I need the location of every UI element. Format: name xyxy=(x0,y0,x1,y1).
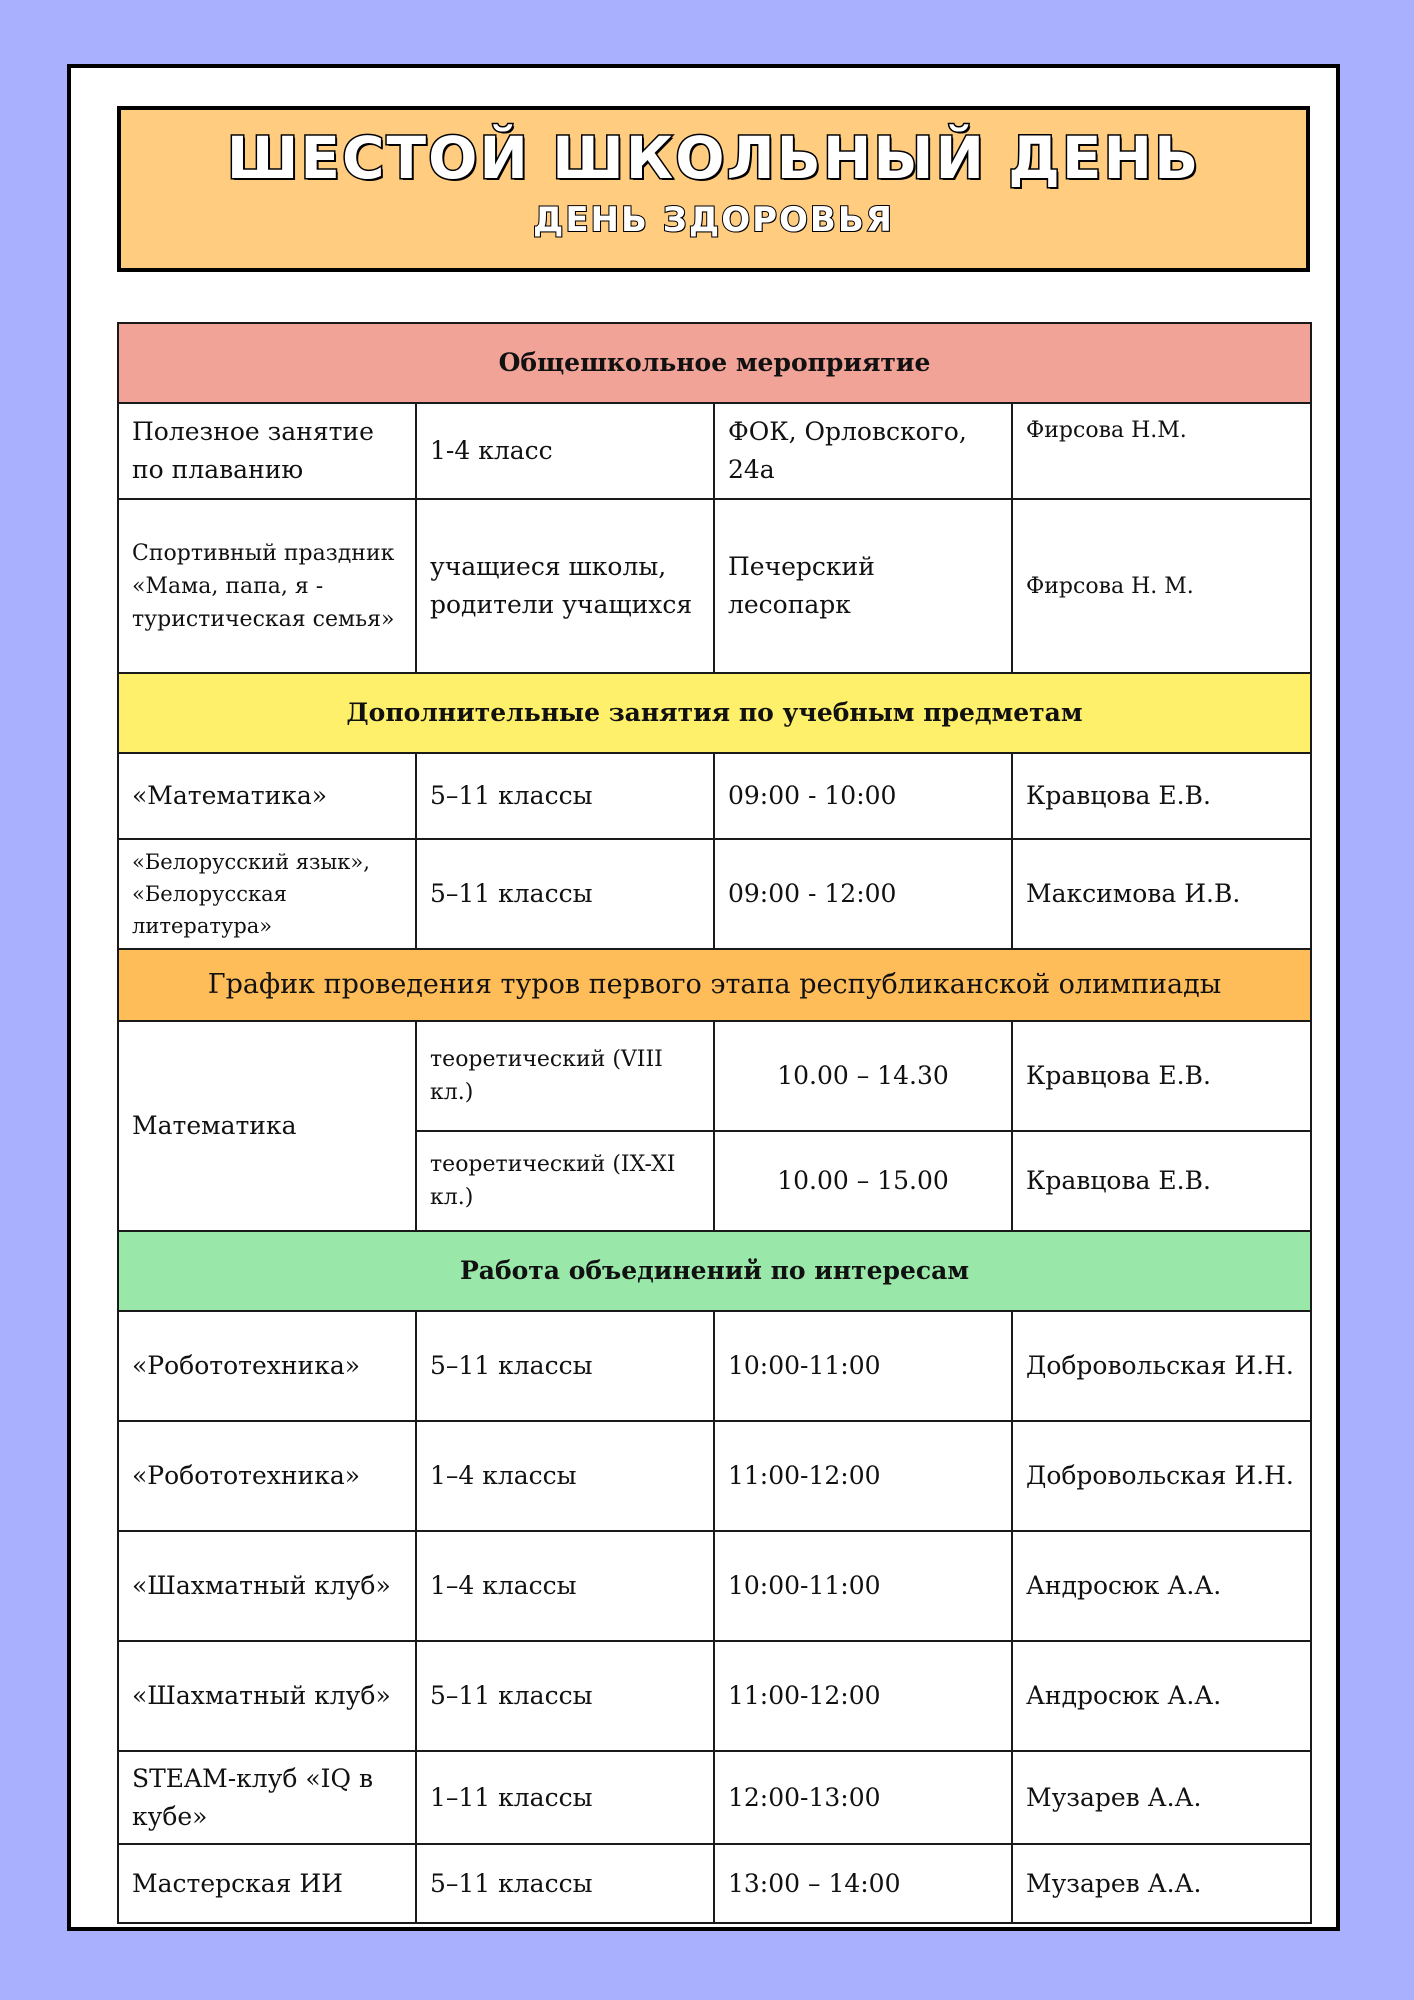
time-cell: 10:00-11:00 xyxy=(714,1531,1012,1641)
participants-cell: 5–11 классы xyxy=(416,1311,714,1421)
table-row xyxy=(118,1531,1311,1641)
section-header-row xyxy=(118,1231,1311,1311)
table-row xyxy=(118,499,1311,673)
section-header-row xyxy=(118,673,1311,753)
responsible-cell: Андросюк А.А. xyxy=(1012,1641,1311,1751)
time-cell: 10.00 – 14.30 xyxy=(714,1021,1012,1131)
event-cell: «Робототехника» xyxy=(118,1421,416,1531)
time-cell: 13:00 – 14:00 xyxy=(714,1844,1012,1923)
time-cell: 11:00-12:00 xyxy=(714,1421,1012,1531)
page-subtitle: ДЕНЬ ЗДОРОВЬЯ xyxy=(533,200,894,240)
event-cell: STEAM-клуб «IQ в кубе» xyxy=(118,1751,416,1844)
time-cell: 09:00 - 12:00 xyxy=(714,839,1012,949)
table-row xyxy=(118,1421,1311,1531)
responsible-cell: Максимова И.В. xyxy=(1012,839,1311,949)
place-cell: Печерский лесопарк xyxy=(714,499,1012,673)
responsible-cell: Музарев А.А. xyxy=(1012,1751,1311,1844)
section-title-interest-clubs: Работа объединений по интересам xyxy=(118,1231,1311,1311)
event-cell: «Белорусский язык», «Белорусская литература» xyxy=(118,839,416,949)
participants-cell: 5–11 классы xyxy=(416,1641,714,1751)
section-title-extra-lessons: Дополнительные занятия по учебным предметам xyxy=(118,673,1311,753)
time-cell: 10:00-11:00 xyxy=(714,1311,1012,1421)
event-cell: Спортивный праздник «Мама, папа, я - туристическая семья» xyxy=(118,499,416,673)
section-title-school-event: Общешкольное мероприятие xyxy=(118,323,1311,403)
subject-cell: Математика xyxy=(118,1021,416,1231)
event-cell: «Робототехника» xyxy=(118,1311,416,1421)
event-cell: Полезное занятие по плаванию xyxy=(118,403,416,499)
participants-cell: учащиеся школы, родители учащихся xyxy=(416,499,714,673)
participants-cell: 5–11 классы xyxy=(416,1844,714,1923)
event-cell: Мастерская ИИ xyxy=(118,1844,416,1923)
participants-cell: 1–4 классы xyxy=(416,1531,714,1641)
responsible-cell: Кравцова Е.В. xyxy=(1012,1131,1311,1231)
responsible-cell: Добровольская И.Н. xyxy=(1012,1421,1311,1531)
section-title-olympiad: График проведения туров первого этапа республиканской олимпиады xyxy=(118,949,1311,1021)
table-row xyxy=(118,839,1311,949)
event-cell: «Шахматный клуб» xyxy=(118,1641,416,1751)
participants-cell: 5–11 классы xyxy=(416,753,714,839)
participants-cell: 5–11 классы xyxy=(416,839,714,949)
header-banner xyxy=(117,106,1310,272)
time-cell: 10.00 – 15.00 xyxy=(714,1131,1012,1231)
table-row xyxy=(118,1641,1311,1751)
responsible-cell: Фирсова Н. М. xyxy=(1012,499,1311,673)
responsible-cell: Кравцова Е.В. xyxy=(1012,1021,1311,1131)
participants-cell: 1–11 классы xyxy=(416,1751,714,1844)
table-row xyxy=(118,1844,1311,1923)
time-cell: 12:00-13:00 xyxy=(714,1751,1012,1844)
responsible-cell: Добровольская И.Н. xyxy=(1012,1311,1311,1421)
tour-cell: теоретический (IX-XI кл.) xyxy=(416,1131,714,1231)
table-row xyxy=(118,1021,1311,1131)
table-row xyxy=(118,403,1311,499)
tour-cell: теоретический (VIII кл.) xyxy=(416,1021,714,1131)
responsible-cell: Андросюк А.А. xyxy=(1012,1531,1311,1641)
table-row xyxy=(118,1751,1311,1844)
time-cell: 11:00-12:00 xyxy=(714,1641,1012,1751)
schedule-table xyxy=(117,322,1312,1924)
event-cell: «Математика» xyxy=(118,753,416,839)
time-cell: 09:00 - 10:00 xyxy=(714,753,1012,839)
event-cell: «Шахматный клуб» xyxy=(118,1531,416,1641)
section-header-row xyxy=(118,323,1311,403)
place-cell: ФОК, Орловского, 24а xyxy=(714,403,1012,499)
participants-cell: 1–4 классы xyxy=(416,1421,714,1531)
table-row xyxy=(118,753,1311,839)
responsible-cell: Фирсова Н.М. xyxy=(1012,403,1311,499)
page-title: ШЕСТОЙ ШКОЛЬНЫЙ ДЕНЬ xyxy=(226,124,1201,192)
participants-cell: 1-4 класс xyxy=(416,403,714,499)
responsible-cell: Музарев А.А. xyxy=(1012,1844,1311,1923)
table-row xyxy=(118,1311,1311,1421)
section-header-row xyxy=(118,949,1311,1021)
responsible-cell: Кравцова Е.В. xyxy=(1012,753,1311,839)
